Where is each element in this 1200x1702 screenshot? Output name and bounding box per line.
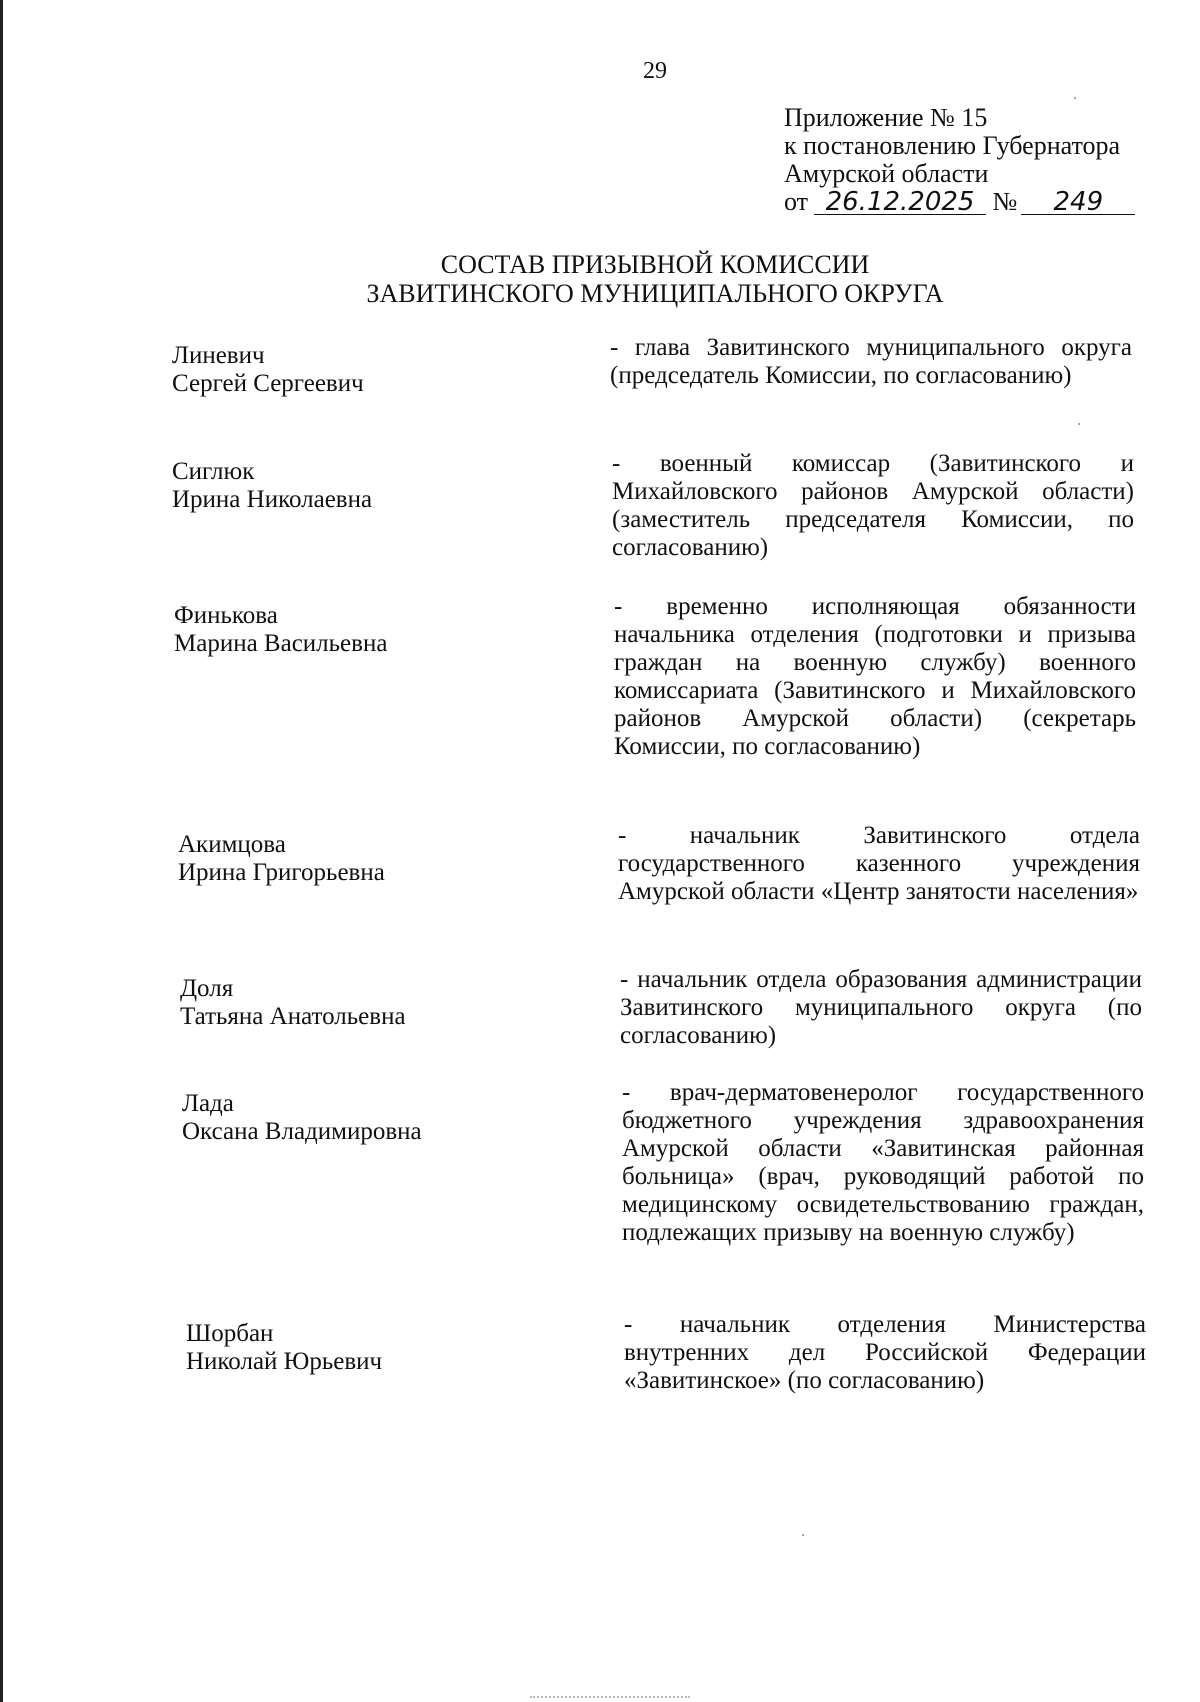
scan-speck	[802, 1534, 804, 1536]
title-line-1: СОСТАВ ПРИЗЫВНОЙ КОМИССИИ	[440, 250, 870, 279]
scan-speck	[1078, 423, 1080, 425]
date-prefix: от	[784, 187, 809, 216]
handwritten-date: 26.12.2025	[814, 190, 986, 215]
member-surname: Лада	[182, 1090, 234, 1117]
member-surname: Финькова	[174, 602, 278, 629]
page-number: 29	[643, 58, 667, 84]
member-role: - временно исполняющая обязанности начальника отделения (подготовки и призыва граждан на военную службу) военного комиссариата (Завитинского и Михайловского районов Амурской области) (секретарь Комиссии, по согласованию)	[614, 593, 1136, 760]
member-surname: Акимцова	[178, 831, 286, 858]
member-name	[186, 1320, 382, 1376]
document-title	[0, 250, 1200, 308]
appendix-line-3: Амурской области	[784, 159, 989, 188]
member-name	[182, 1090, 422, 1146]
member-surname: Линевич	[172, 342, 265, 369]
appendix-line-2: к постановлению Губернатора	[784, 131, 1121, 160]
member-given-names: Марина Васильевна	[174, 630, 388, 657]
member-given-names: Николай Юрьевич	[186, 1348, 383, 1375]
member-given-names: Сергей Сергеевич	[172, 370, 364, 397]
scan-speck	[1074, 97, 1076, 99]
member-given-names: Ирина Николаевна	[172, 486, 373, 513]
member-role: - глава Завитинского муниципального округа (председатель Комиссии, по согласованию)	[610, 334, 1132, 389]
member-name	[174, 602, 387, 658]
member-surname: Доля	[180, 975, 234, 1002]
scan-bottom-mark	[530, 1696, 690, 1701]
member-name	[178, 831, 385, 887]
member-given-names: Татьяна Анатольевна	[180, 1003, 406, 1030]
member-surname: Шорбан	[186, 1320, 274, 1347]
title-line-2: ЗАВИТИНСКОГО МУНИЦИПАЛЬНОГО ОКРУГА	[366, 279, 944, 308]
member-given-names: Ирина Григорьевна	[178, 859, 385, 886]
appendix-date-line	[784, 188, 1135, 216]
member-name	[172, 342, 364, 398]
member-name	[172, 458, 372, 514]
member-role: - начальник отдела образования администрации Завитинского муниципального округа (по согласованию)	[620, 966, 1142, 1049]
appendix-line-1: Приложение № 15	[784, 103, 988, 132]
member-name	[180, 975, 406, 1031]
member-role: - военный комиссар (Завитинского и Михайловского районов Амурской области) (заместитель председателя Комиссии, по согласованию)	[612, 450, 1134, 561]
member-surname: Сиглюк	[172, 458, 255, 485]
handwritten-number: 249	[1021, 190, 1135, 215]
member-given-names: Оксана Владимировна	[182, 1118, 422, 1145]
appendix-header	[784, 104, 1135, 216]
member-role: - начальник Завитинского отдела государственного казенного учреждения Амурской области «Центр занятости населения»	[618, 822, 1140, 905]
member-role: - начальник отделения Министерства внутренних дел Российской Федерации «Завитинское» (по согласованию)	[624, 1311, 1146, 1394]
member-role: - врач-дерматовенеролог государственного бюджетного учреждения здравоохранения Амурской области «Завитинская районная больница» (врач, руководящий работой по медицинскому освидетельствованию граждан, подлежащих призыву на военную службу)	[622, 1079, 1144, 1246]
number-label: №	[992, 187, 1018, 216]
